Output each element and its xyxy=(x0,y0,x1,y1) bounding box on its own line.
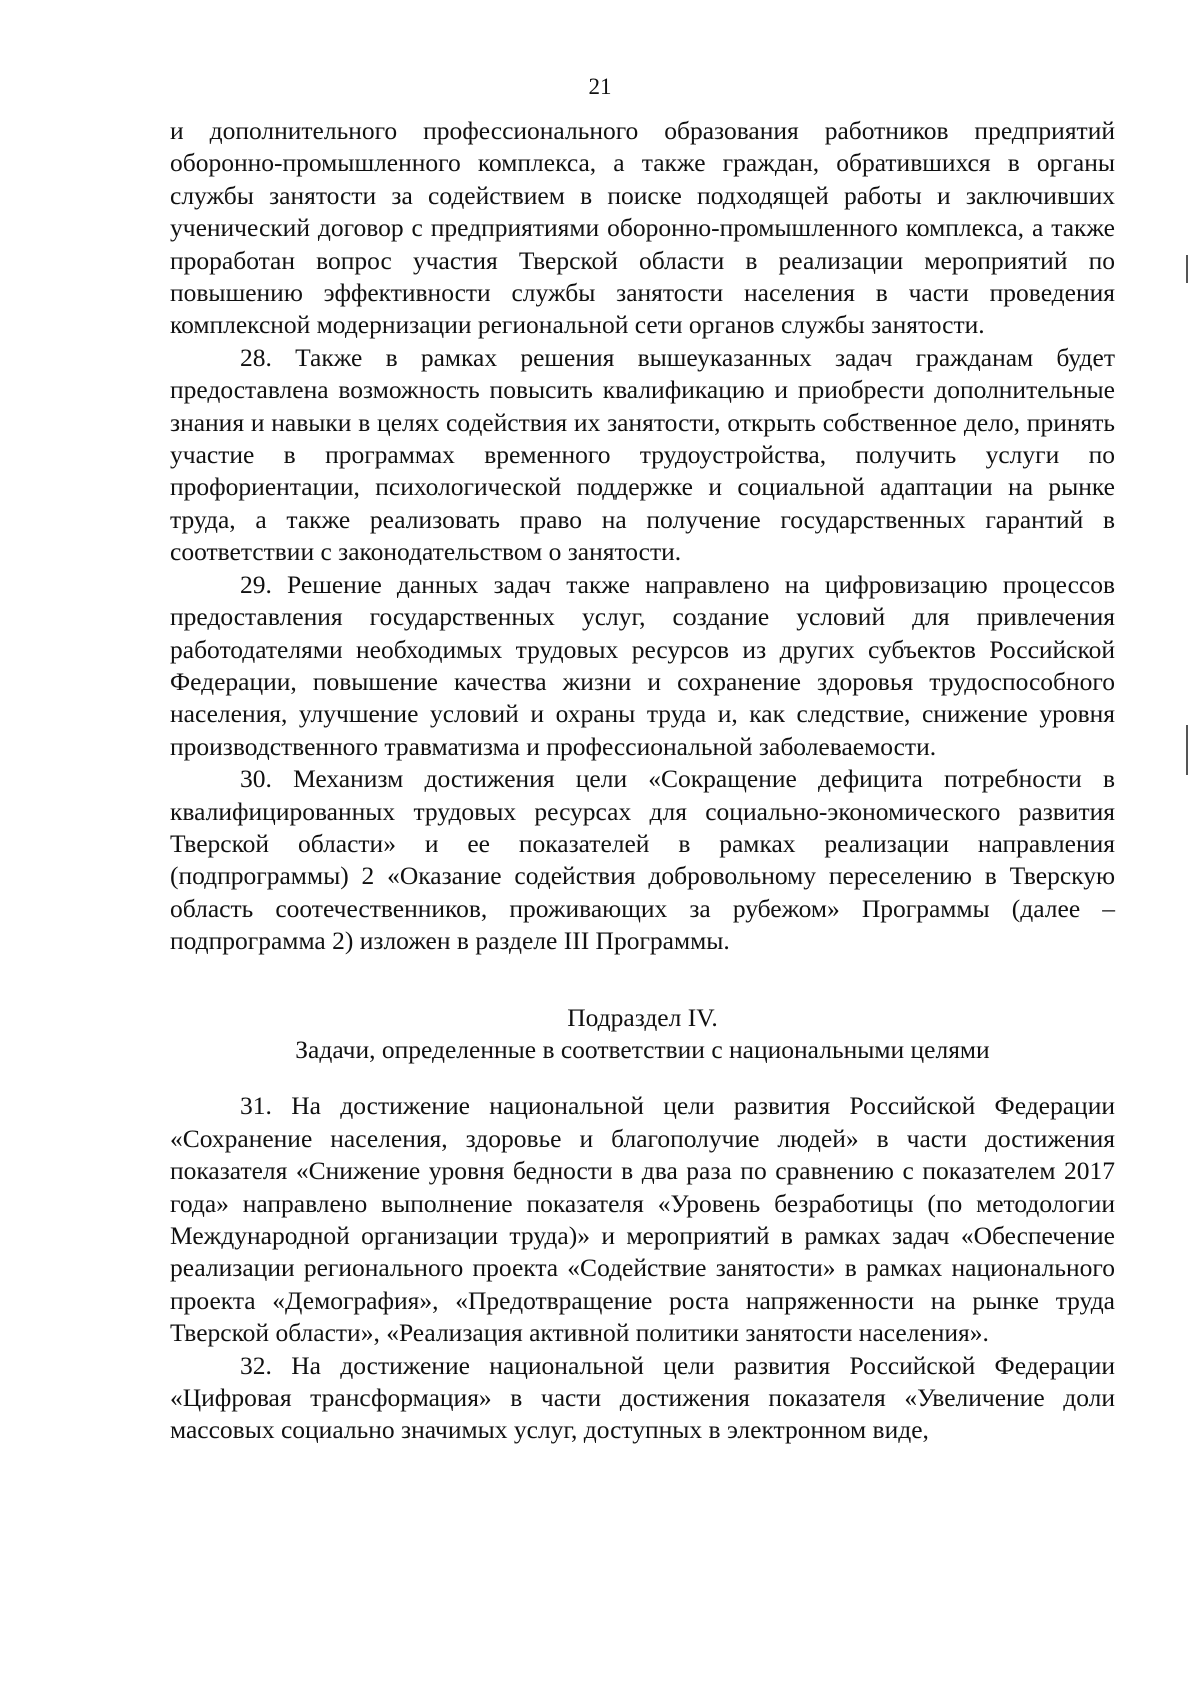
document-body xyxy=(170,115,1115,1447)
paragraph-32: 32. На достижение национальной цели развития Российской Федерации «Цифровая трансформация» в части достижения показателя «Увеличение доли массовых социально значимых услуг, доступных в электронном виде, xyxy=(170,1350,1115,1445)
page-number: 21 xyxy=(588,74,612,99)
section-heading xyxy=(170,1002,1115,1067)
scan-edge-mark-bottom xyxy=(1186,725,1188,775)
paragraph-29: 29. Решение данных задач также направлено на цифровизацию процессов предоставления государственных услуг, создание условий для привлечения работодателями необходимых трудовых ресурсов из других субъектов Российской Федерации, повышение качества жизни и сохранение здоровья трудоспособного населения, улучшение условий и охраны труда и, как следствие, снижение уровня производственного травматизма и профессиональной заболеваемости. xyxy=(170,569,1115,761)
paragraph-28: 28. Также в рамках решения вышеуказанных задач гражданам будет предоставлена возможность повысить квалификацию и приобрести дополнительные знания и навыки в целях содействия их занятости, открыть собственное дело, принять участие в программах временного трудоустройства, получить услуги по профориентации, психологической поддержке и социальной адаптации на рынке труда, а также реализовать право на получение государственных гарантий в соответствии с законодательством о занятости. xyxy=(170,342,1115,567)
paragraph-31: 31. На достижение национальной цели развития Российской Федерации «Сохранение населения, здоровье и благополучие людей» в части достижения показателя «Снижение уровня бедности в два раза по сравнению с показателем 2017 года» направлено выполнение показателя «Уровень безработицы (по методологии Международной организации труда)» и мероприятий в рамках задач «Обеспечение реализации регионального проекта «Содействие занятости» в рамках национального проекта «Демография», «Предотвращение роста напряженности на рынке труда Тверской области», «Реализация активной политики занятости населения». xyxy=(170,1091,1115,1348)
paragraph-continuation: и дополнительного профессионального образования работников предприятий оборонно-промышленного комплекса, а также граждан, обратившихся в органы службы занятости за содействием в поиске подходящей работы и заключивших ученический договор с предприятиями оборонно-промышленного комплекса, а также проработан вопрос участия Тверской области в реализации мероприятий по повышению эффективности службы занятости населения в части проведения комплексной модернизации региональной сети органов службы занятости. xyxy=(170,116,1115,340)
section-subtitle: Задачи, определенные в соответствии с национальными целями xyxy=(295,1034,990,1064)
scan-edge-mark-top xyxy=(1186,255,1188,283)
paragraph-30: 30. Механизм достижения цели «Сокращение дефицита потребности в квалифицированных трудовых ресурсах для социально-экономического развития Тверской области» и ее показателей в рамках реализации направления (подпрограммы) 2 «Оказание содействия добровольному переселению в Тверскую область соотечественников, проживающих за рубежом» Программы (далее – подпрограмма 2) изложен в разделе III Программы. xyxy=(170,764,1115,956)
section-title: Подраздел IV. xyxy=(567,1002,718,1032)
